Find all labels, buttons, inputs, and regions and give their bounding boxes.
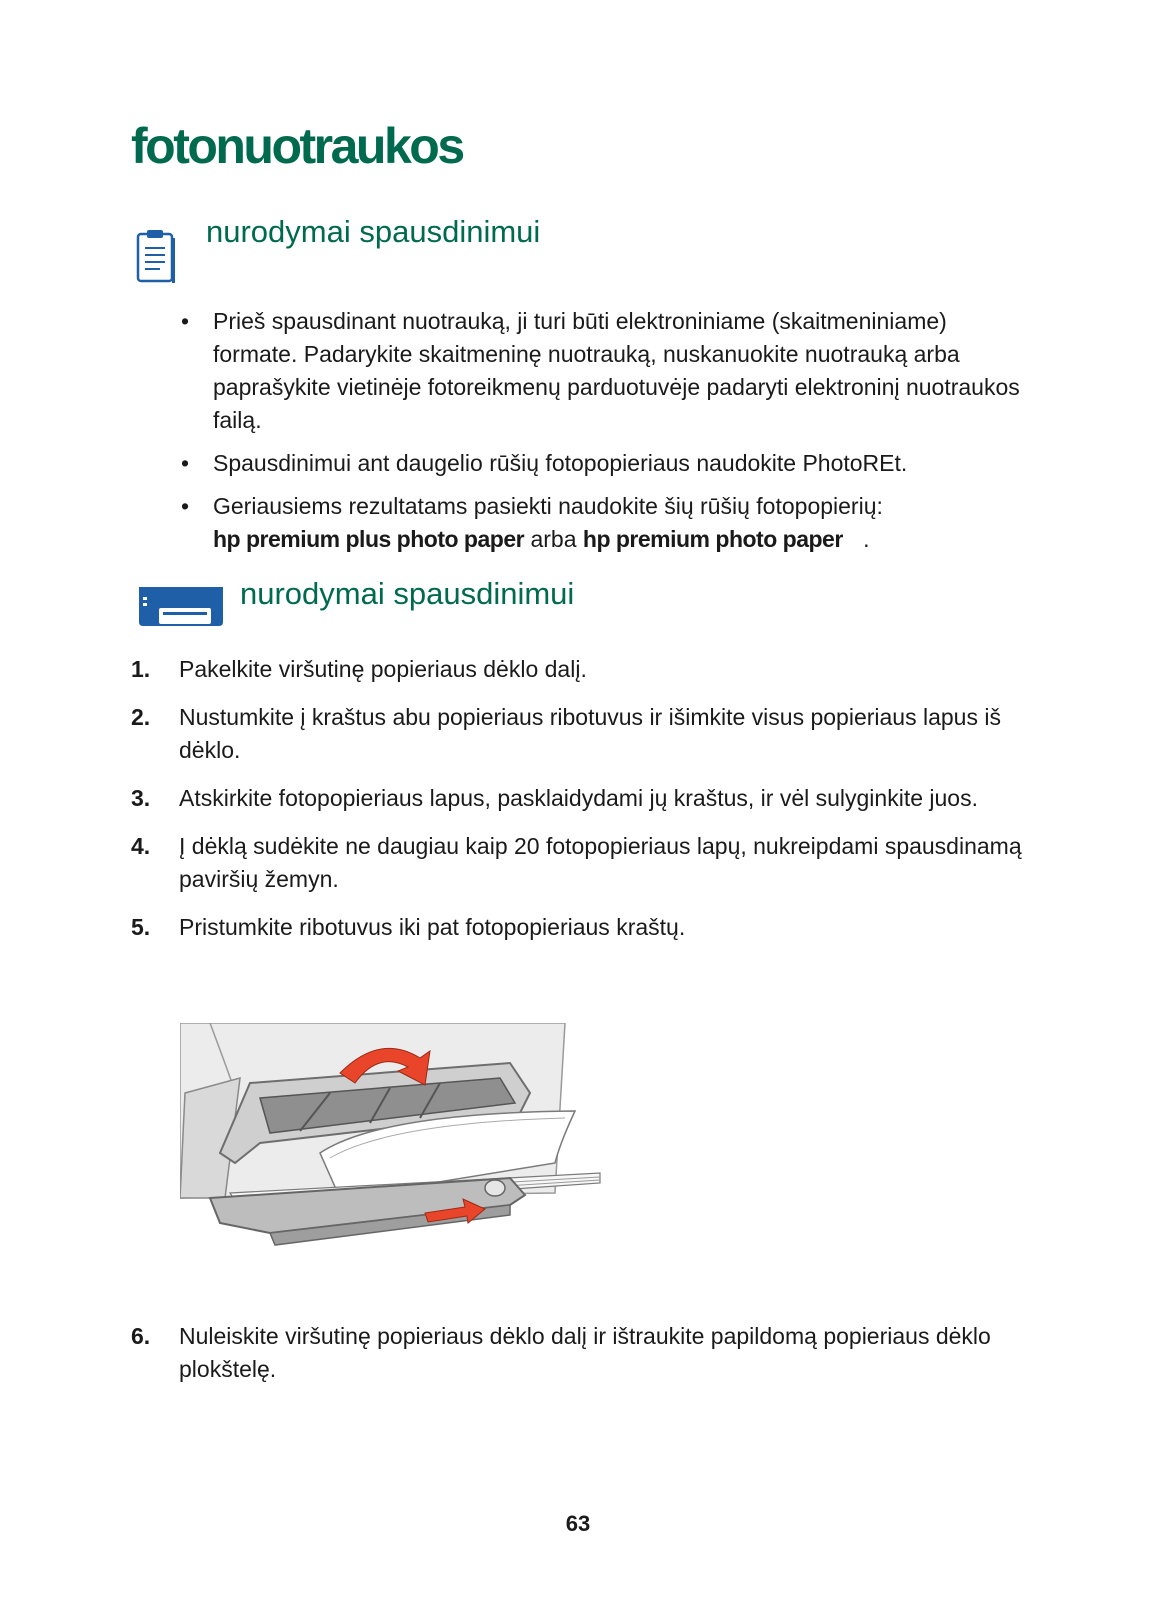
list-item xyxy=(131,701,1031,767)
bullet-symbol: • xyxy=(181,450,190,476)
list-item xyxy=(131,782,1031,815)
list-item xyxy=(131,830,1031,896)
bullet-text: Geriausiems rezultatams pasiekti naudokite šių rūšių fotopopierių: xyxy=(213,493,883,519)
step-text: Nuleiskite viršutinę popieriaus dėklo dalį ir ištraukite papildomą popieriaus dėklo plokštelę. xyxy=(179,1323,991,1382)
step-number: 6. xyxy=(131,1323,151,1349)
page-number: 63 xyxy=(565,1511,591,1536)
bullet-text: Spausdinimui ant daugelio rūšių fotopopieriaus naudokite PhotoREt. xyxy=(213,450,908,476)
bullet-text: Prieš spausdinant nuotrauką, ji turi būti elektroniniame (skaitmeniniame) formate. Padarykite skaitmeninę nuotrauką, nuskanuokite nuotrauką arba paprašykite vietinėje fotoreikmenų parduotuvėje padaryti elektroninį nuotraukos failą. xyxy=(213,308,1020,433)
printer-icon xyxy=(137,584,225,628)
list-item xyxy=(131,1320,1031,1386)
step-text: Atskirkite fotopopieriaus lapus, pasklaidydami jų kraštus, ir vėl sulyginkite juos. xyxy=(179,785,978,811)
step-text: Nustumkite į kraštus abu popieriaus ribotuvus ir išimkite visus popieriaus lapus iš dėklo. xyxy=(179,704,1001,763)
clipboard-icon xyxy=(136,228,176,284)
list-item xyxy=(181,305,1021,437)
list-item xyxy=(131,653,1031,686)
step-number: 1. xyxy=(131,656,151,682)
step-text: Pristumkite ribotuvus iki pat fotopopieriaus kraštų. xyxy=(179,914,686,940)
section-heading-steps: nurodymai spausdinimui xyxy=(240,576,575,611)
section-heading-tips: nurodymai spausdinimui xyxy=(206,214,541,249)
step-number: 3. xyxy=(131,785,151,811)
step-number: 2. xyxy=(131,704,151,730)
step-number: 5. xyxy=(131,914,151,940)
sentence-end: . xyxy=(863,526,870,552)
bullet-symbol: • xyxy=(181,308,190,334)
list-item xyxy=(181,447,1021,480)
step-text: Į dėklą sudėkite ne daugiau kaip 20 fotopopieriaus lapų, nukreipdami spausdinamą paviršių žemyn. xyxy=(179,833,1022,892)
steps-list xyxy=(131,653,1031,959)
paper-tray-illustration xyxy=(180,1023,610,1263)
paper-name: hp premium plus photo paper xyxy=(213,526,525,552)
steps-list-continued xyxy=(131,1320,1031,1401)
list-item xyxy=(181,490,1021,556)
paper-name: hp premium photo paper xyxy=(582,526,843,552)
list-item xyxy=(131,911,1031,944)
step-text: Pakelkite viršutinę popieriaus dėklo dalį. xyxy=(179,656,587,682)
tips-list xyxy=(181,305,1021,566)
step-number: 4. xyxy=(131,833,151,859)
page-title: fotonuotraukos xyxy=(131,118,463,174)
conjunction: arba xyxy=(530,526,577,552)
bullet-symbol: • xyxy=(181,493,190,519)
